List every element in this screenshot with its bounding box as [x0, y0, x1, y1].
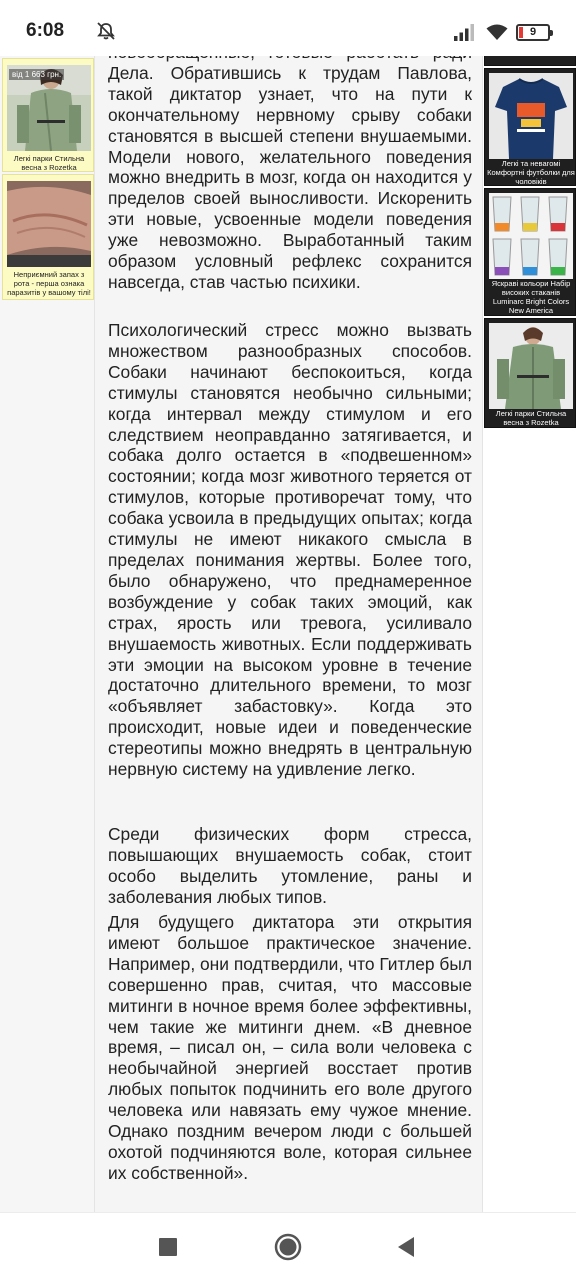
ad-price-badge: від 1 663 грн. [9, 69, 64, 80]
square-icon [159, 1238, 177, 1261]
back-triangle-icon [396, 1236, 416, 1263]
ad-image-parka[interactable] [7, 65, 91, 151]
article-paragraph: Для будущего диктатора эти открытия имеют большое практическое значение. Например, они подтвердили, что Гитлер был совершенно прав, считая, что массовые митинги в ночное время более эффективны, чем такие же митинги днем. «В дневное время, – писал он, – сила воли человека с необычайной энергией восстает против любых попыток подчинить его воле другого человека или навязать ему чужое мнение. Однако поздним вечером люди с большей охотой подчиняются воле, которая сильнее их собственной». [108, 912, 473, 1183]
left-ad-parka[interactable] [2, 58, 94, 172]
right-ad-tshirt[interactable] [484, 68, 576, 186]
right-ad-column [483, 56, 576, 1212]
left-ad-health[interactable] [2, 174, 94, 300]
right-ad-glasses[interactable] [484, 188, 576, 316]
article-paragraph: Среди физических форм стресса, повышающих внушаемость собак, стоит особо выделить утомление, раны и заболевания любых типов. [108, 824, 472, 907]
wifi-icon [486, 23, 508, 46]
mute-icon [96, 22, 116, 45]
home-circle-icon [274, 1233, 302, 1266]
signal-icon [454, 24, 476, 46]
ad-caption: Неприємний запах з рота - перша ознака паразитів у вашому тілі! [7, 270, 91, 297]
ad-caption: Легкі та невагомі Комфортні футболки для чоловіків [487, 159, 575, 186]
web-page [0, 56, 576, 1212]
ad-caption: Яскраві кольори Набір високих стаканів Luminarc Bright Colors New America [491, 279, 571, 315]
article-paragraph: Психологический стресс можно вызвать множеством разнообразных способов. Собаки начинают беспокоиться, когда стимулы становятся необычно сильными; когда интервал между стимулом и его следствием неоправданно затягивается, и собака долго остается в «подвешенном» состоянии; когда мозг животного теряется от стимулов, которые противоречат тому, что собака усвоила в предыдущих опытах; когда стимулы не имеют никакого смысла в пределах понимания жертвы. Более того, было обнаружено, что преднамеренное возбуждение у собак таких эмоций, как страх, ярость или тревога, усиливало внушаемость животных. Если поддерживать эти эмоции на высоком уровне в течение достаточно длительного времени, то мозг «объявляет забастовку». Когда это происходит, новые идеи и поведенческие стереотипы можно внедрять в центральную нервную систему на удивление легко. [108, 320, 472, 780]
ad-image-tshirt[interactable] [489, 73, 573, 159]
ad-image-glasses[interactable] [489, 193, 573, 279]
home-button[interactable] [274, 1235, 302, 1263]
navigation-bar [0, 1212, 576, 1280]
recents-button[interactable] [154, 1235, 182, 1263]
ad-caption: Легкі парки Стильна весна з Rozetka [13, 154, 85, 172]
ad-caption: Легкі парки Стильна весна з Rozetka [495, 409, 567, 427]
status-time: 6:08 [26, 20, 65, 41]
battery-icon [516, 24, 550, 41]
battery-level: 9 [529, 26, 537, 38]
back-button[interactable] [392, 1235, 420, 1263]
article-body [94, 56, 483, 1212]
right-ad-parka[interactable] [484, 318, 576, 428]
article-paragraph: Дела. Обратившись к трудам Павлова, такой диктатор узнает, что на пути к окончательному нервному срыву собаки становятся в высшей степени внушаемыми. Модели нового, желательного поведения можно внедрить в мозг, когда он находится у пределов своей выносливости. Искоренить эти новые, усвоенные модели поведения уже невозможно. Выработанный таким образом условный рефлекс сохранится навсегда, став частью психики. [108, 62, 472, 292]
status-bar [0, 0, 576, 56]
left-ad-column [0, 56, 94, 1212]
ad-image-skin[interactable] [7, 181, 91, 267]
ad-image-parka[interactable] [489, 323, 573, 409]
